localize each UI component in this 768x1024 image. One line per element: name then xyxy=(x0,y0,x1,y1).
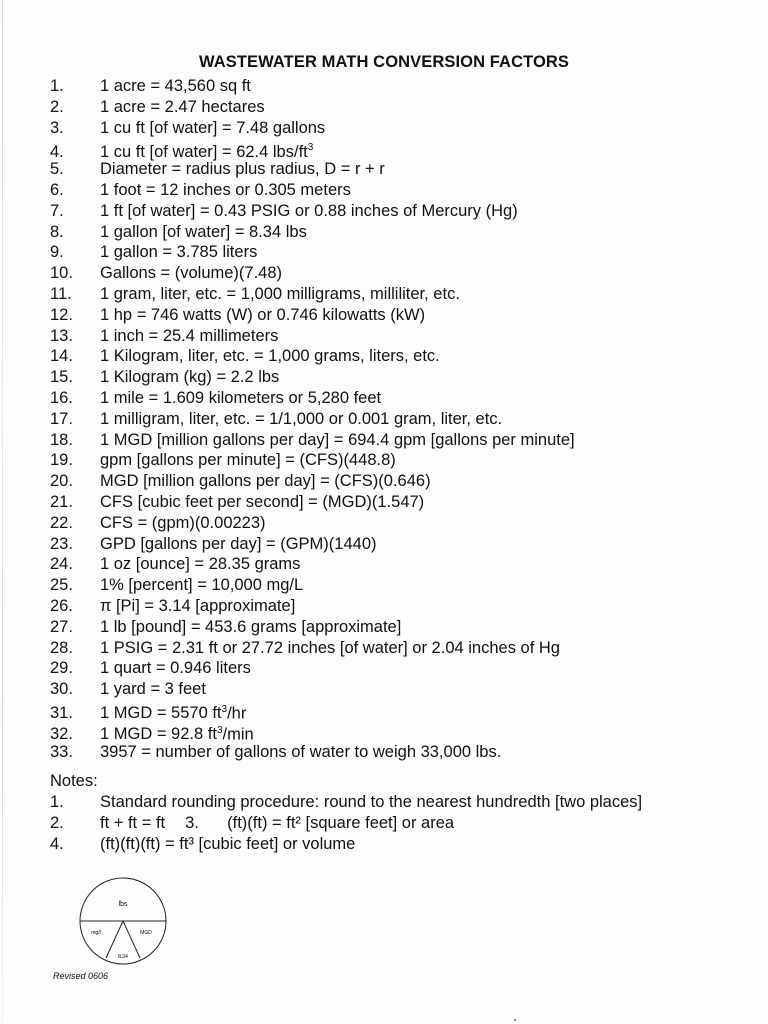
item-number: 28. xyxy=(50,638,73,657)
conversion-factor-item xyxy=(50,534,575,555)
item-text: 1 gram, liter, etc. = 1,000 milligrams, milliliter, etc. xyxy=(100,284,460,303)
item-text: Gallons = (volume)(7.48) xyxy=(100,264,283,283)
item-number: 20. xyxy=(50,472,73,491)
note-number: 2. xyxy=(50,813,64,832)
item-number: 14. xyxy=(50,347,73,366)
conversion-factor-item xyxy=(50,305,575,326)
note-number: 1. xyxy=(50,793,64,811)
conversion-factor-item xyxy=(50,159,575,180)
item-number: 22. xyxy=(50,513,73,532)
item-number: 32. xyxy=(50,725,73,744)
item-text: 1 MGD [million gallons per day] = 694.4 gpm [gallons per minute] xyxy=(100,430,575,449)
item-text: Diameter = radius plus radius, D = r + r xyxy=(100,160,385,179)
item-number: 24. xyxy=(50,555,73,574)
conversion-factor-item xyxy=(50,700,575,721)
conversion-factor-item xyxy=(50,180,575,201)
conversion-factor-item xyxy=(50,742,575,763)
page-title: WASTEWATER MATH CONVERSION FACTORS xyxy=(198,53,570,71)
item-text: gpm [gallons per minute] = (CFS)(448.8) xyxy=(100,451,396,470)
diagram-bottom-label: 8.34 xyxy=(118,954,128,960)
item-number: 12. xyxy=(50,305,73,324)
note-text: (ft)(ft)(ft) = ft³ [cubic feet] or volume xyxy=(100,834,356,853)
item-text: 1 acre = 43,560 sq ft xyxy=(100,77,251,95)
item-text-tail: /min xyxy=(222,725,254,744)
item-text: 1 foot = 12 inches or 0.305 meters xyxy=(100,180,351,199)
item-number: 21. xyxy=(50,492,73,511)
item-number: 23. xyxy=(50,534,73,553)
item-text: 1 milligram, liter, etc. = 1/1,000 or 0.001 gram, liter, etc. xyxy=(100,409,503,428)
item-text: 1 acre = 2.47 hectares xyxy=(100,97,265,116)
conversion-factor-item xyxy=(50,97,575,118)
conversion-factor-item xyxy=(50,492,575,513)
item-number: 25. xyxy=(50,576,73,595)
notes-heading: Notes: xyxy=(50,772,98,790)
conversion-factor-item xyxy=(50,263,575,284)
conversion-factor-item xyxy=(50,284,575,305)
conversion-factor-item xyxy=(50,450,575,471)
item-number: 8. xyxy=(50,222,64,241)
conversion-factor-item xyxy=(50,346,575,367)
conversion-factor-item xyxy=(50,596,575,617)
item-text: 3957 = number of gallons of water to weigh 33,000 lbs. xyxy=(100,742,502,761)
superscript: 3 xyxy=(307,142,314,154)
conversion-factor-list xyxy=(50,76,575,762)
item-text: CFS = (gpm)(0.00223) xyxy=(100,513,266,532)
lbs-formula-circle-diagram xyxy=(78,876,168,966)
diagram-left-label: mg/l xyxy=(91,930,101,936)
item-number: 33. xyxy=(50,742,73,761)
item-number: 10. xyxy=(50,264,73,283)
conversion-factor-item xyxy=(50,471,575,492)
notes-list xyxy=(50,792,642,854)
item-text: 1 hp = 746 watts (W) or 0.746 kilowatts (kW) xyxy=(100,305,426,324)
item-text: 1 PSIG = 2.31 ft or 27.72 inches [of water] or 2.04 inches of Hg xyxy=(100,638,560,657)
superscript: 3 xyxy=(221,703,228,715)
item-number: 27. xyxy=(50,617,73,636)
item-text: 1 quart = 0.946 liters xyxy=(100,659,251,678)
item-text: 1% [percent] = 10,000 mg/L xyxy=(100,576,304,595)
item-number: 29. xyxy=(50,659,73,678)
item-number: 18. xyxy=(50,430,73,449)
item-text: 1 Kilogram, liter, etc. = 1,000 grams, liters, etc. xyxy=(100,347,440,366)
item-text: 1 ft [of water] = 0.43 PSIG or 0.88 inches of Mercury (Hg) xyxy=(100,201,518,220)
item-text: 1 yard = 3 feet xyxy=(100,680,206,699)
item-text: 1 cu ft [of water] = 62.4 lbs/ft xyxy=(100,142,308,161)
item-text: 1 Kilogram (kg) = 2.2 lbs xyxy=(100,368,280,387)
revision-label: Revised 0606 xyxy=(53,971,109,981)
item-text: MGD [million gallons per day] = (CFS)(0.646) xyxy=(100,472,431,491)
conversion-factor-item xyxy=(50,242,575,263)
note-number: 3. xyxy=(185,813,199,832)
note-item xyxy=(50,813,642,834)
conversion-factor-item xyxy=(50,138,575,159)
item-number: 19. xyxy=(50,451,73,470)
conversion-factor-item xyxy=(50,554,575,575)
conversion-factor-item xyxy=(50,222,575,243)
conversion-factor-item xyxy=(50,679,575,700)
conversion-factor-item xyxy=(50,513,575,534)
diagram-left-divider xyxy=(106,921,123,958)
conversion-factor-item xyxy=(50,430,575,451)
conversion-factor-item xyxy=(50,76,575,97)
item-text: 1 MGD = 5570 ft xyxy=(100,704,222,723)
conversion-factor-item xyxy=(50,326,575,347)
item-number: 30. xyxy=(50,680,73,699)
item-text: 1 mile = 1.609 kilometers or 5,280 feet xyxy=(100,388,382,407)
conversion-factor-item xyxy=(50,367,575,388)
conversion-factor-item xyxy=(50,409,575,430)
diagram-right-label: MGD xyxy=(140,930,152,936)
item-number: 3. xyxy=(50,118,64,137)
item-text: 1 inch = 25.4 millimeters xyxy=(100,326,279,345)
note-number: 4. xyxy=(50,834,64,853)
conversion-factor-item xyxy=(50,638,575,659)
item-number: 1. xyxy=(50,77,64,95)
note-item-inline xyxy=(185,813,454,834)
item-text: GPD [gallons per day] = (GPM)(1440) xyxy=(100,534,377,553)
item-text: 1 gallon = 3.785 liters xyxy=(100,243,258,262)
item-text: 1 MGD = 92.8 ft xyxy=(100,725,217,744)
item-number: 2. xyxy=(50,97,64,116)
note-text: ft + ft = ft xyxy=(100,813,166,832)
item-number: 31. xyxy=(50,704,73,723)
item-number: 7. xyxy=(50,201,64,220)
note-text: Standard rounding procedure: round to the nearest hundredth [two places] xyxy=(100,793,643,811)
diagram-right-divider xyxy=(123,921,140,958)
note-item xyxy=(50,834,642,855)
item-number: 5. xyxy=(50,160,64,179)
conversion-factor-item xyxy=(50,388,575,409)
item-number: 4. xyxy=(50,142,64,161)
item-number: 6. xyxy=(50,180,64,199)
scan-edge xyxy=(2,0,3,1024)
item-number: 16. xyxy=(50,388,73,407)
note-text: (ft)(ft) = ft² [square feet] or area xyxy=(227,813,455,832)
diagram-top-label: lbs xyxy=(118,901,128,908)
conversion-factor-item xyxy=(50,617,575,638)
note-item xyxy=(50,792,642,813)
item-text: 1 oz [ounce] = 28.35 grams xyxy=(100,555,301,574)
item-text: 1 lb [pound] = 453.6 grams [approximate] xyxy=(100,617,402,636)
conversion-factor-item xyxy=(50,118,575,139)
item-number: 11. xyxy=(50,284,72,303)
conversion-factor-item xyxy=(50,575,575,596)
item-text: CFS [cubic feet per second] = (MGD)(1.547) xyxy=(100,492,425,511)
conversion-factor-item xyxy=(50,658,575,679)
item-text: 1 cu ft [of water] = 7.48 gallons xyxy=(100,118,326,137)
item-text-tail: /hr xyxy=(227,704,247,723)
item-number: 17. xyxy=(50,409,73,428)
item-number: 26. xyxy=(50,596,73,615)
item-number: 9. xyxy=(50,243,64,262)
conversion-factor-item xyxy=(50,721,575,742)
item-number: 13. xyxy=(50,326,73,345)
scan-speck xyxy=(514,1019,516,1021)
item-text: 1 gallon [of water] = 8.34 lbs xyxy=(100,222,307,241)
conversion-factor-item xyxy=(50,201,575,222)
superscript: 3 xyxy=(216,724,223,736)
item-number: 15. xyxy=(50,368,73,387)
item-text: π [Pi] = 3.14 [approximate] xyxy=(100,596,296,615)
